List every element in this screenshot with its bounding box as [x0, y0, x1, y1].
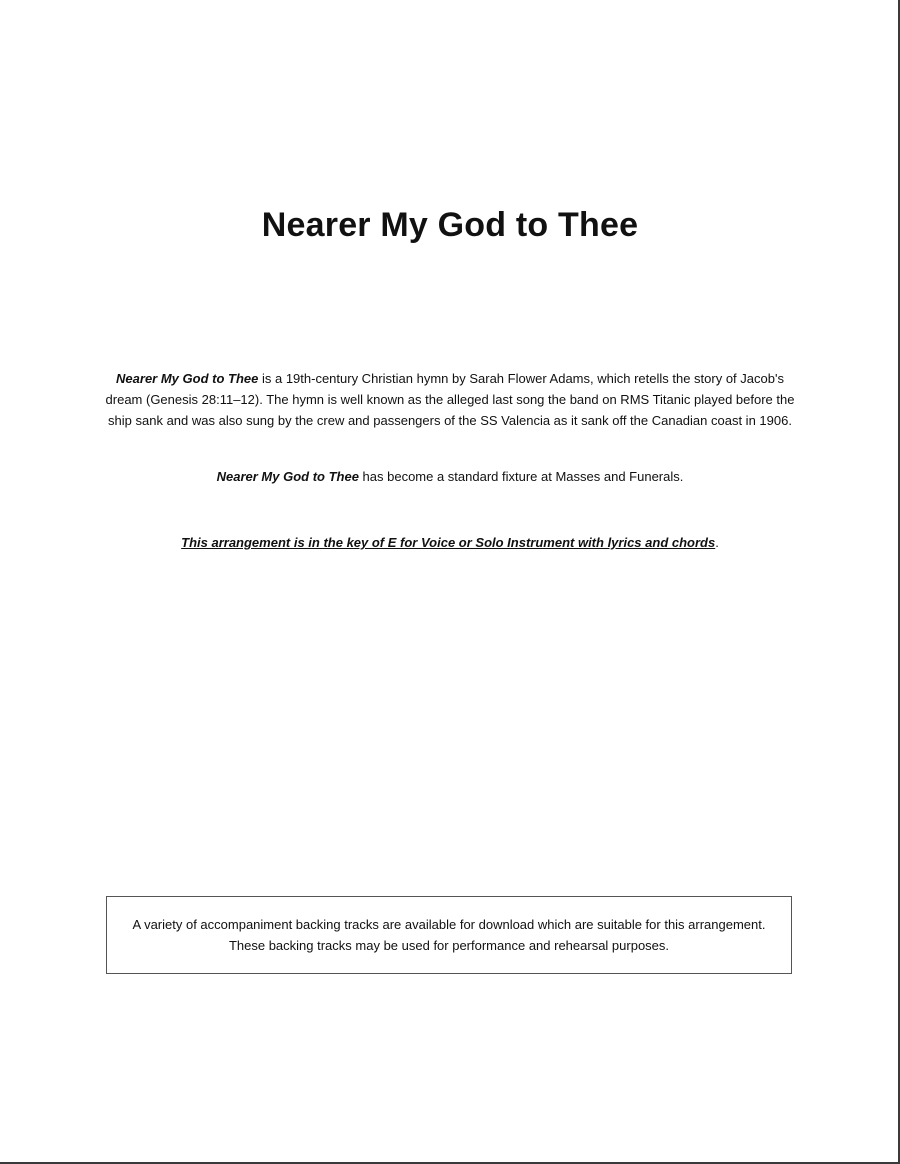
usage-text: has become a standard fixture at Masses and Funerals. — [358, 469, 684, 484]
arrangement-note — [60, 532, 840, 553]
intro-text: is a 19th-century Christian hymn by Sarah Flower Adams, which retells the story of Jacob's dream (Genesis 28:11–12). The hymn is well known as the alleged last song the band on RMS Titanic played before the ship sank and was also sung by the crew and passengers of the SS Valencia as it sank off the Canadian coast in 1906. — [105, 371, 795, 428]
intro-paragraph — [100, 368, 800, 431]
usage-hymn-name: Nearer My God to Thee — [216, 469, 359, 484]
arrangement-period: . — [715, 535, 719, 550]
notice-text: A variety of accompaniment backing tracks are available for download which are suitable for this arrangement. These backing tracks may be used for performance and rehearsal purposes. — [132, 917, 766, 953]
arrangement-text: This arrangement is in the key of E for Voice or Solo Instrument with lyrics and chords — [181, 535, 716, 550]
page-title: Nearer My God to Thee — [261, 206, 639, 244]
intro-hymn-name: Nearer My God to Thee — [116, 371, 259, 386]
backing-tracks-notice — [106, 896, 792, 974]
usage-paragraph — [60, 466, 840, 487]
